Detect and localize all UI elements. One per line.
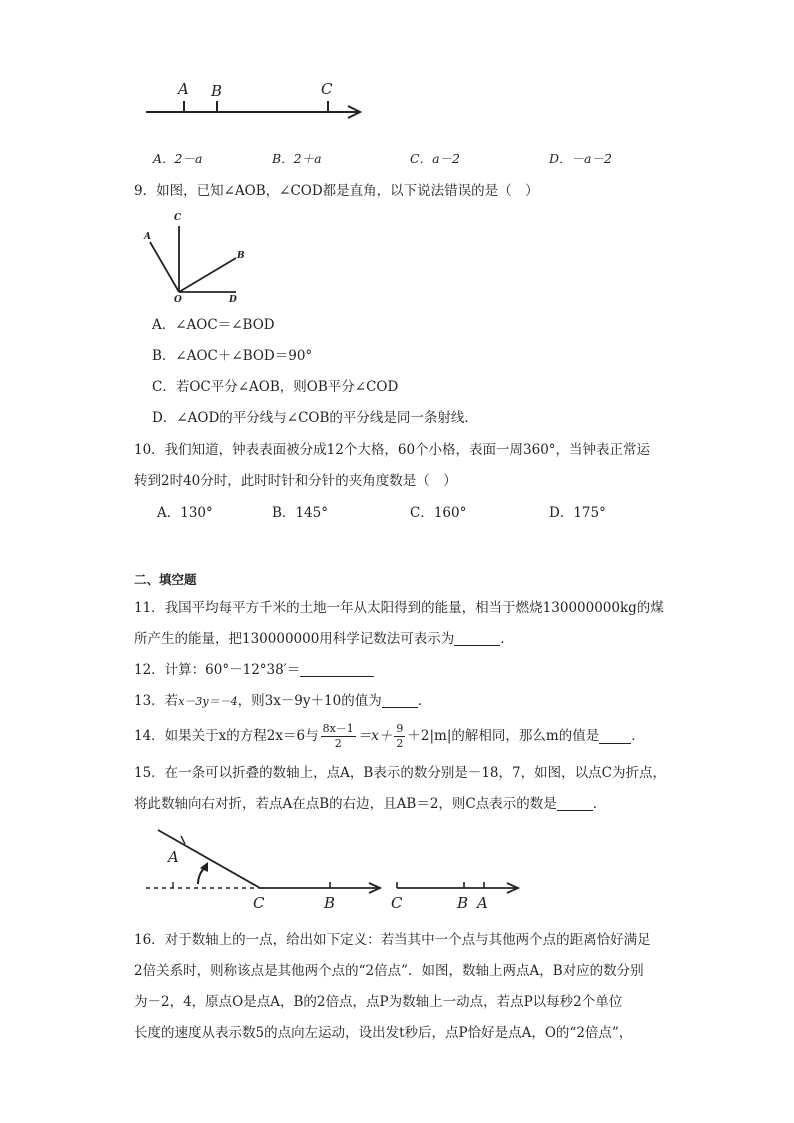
q8-option-d: D．－a－2 bbox=[549, 151, 612, 166]
q11-end: ． bbox=[500, 631, 514, 647]
vertex-label-o: O bbox=[174, 295, 182, 304]
q15-line-1: 15．在一条可以折叠的数轴上，点A，B表示的数分别是－18，7，如图，以点C为折点， bbox=[134, 765, 666, 781]
q14-numerator-2: 9 bbox=[396, 721, 404, 735]
q14-mid-1: ＝x＋ bbox=[357, 728, 393, 744]
q14-denominator-2: 2 bbox=[396, 736, 404, 750]
q14-fraction-2 bbox=[394, 722, 405, 751]
q9-option-d: D．∠AOD的平分线与∠COB的平分线是同一条射线． bbox=[152, 410, 478, 426]
q16-line-4: 长度的速度从表示数5的点向左运动，设出发t秒后，点P恰好是点A，O的“2倍点”， bbox=[134, 1025, 633, 1041]
fold-left-label-b: B bbox=[324, 894, 336, 912]
q13-pre: 13．若 bbox=[134, 693, 179, 709]
fold-left-label-a: A bbox=[168, 848, 179, 866]
q11-line-1: 11．我国平均每平方千米的土地一年从太阳得到的能量，相当于燃烧130000000kg的煤 bbox=[134, 600, 664, 616]
q9-stem: 9．如图，已知∠AOB，∠COD都是直角，以下说法错误的是（ ） bbox=[134, 183, 539, 199]
q10-option-d: D．175° bbox=[549, 505, 606, 521]
q15-end: ． bbox=[592, 796, 607, 812]
q8-option-a: A．2－a bbox=[153, 151, 203, 166]
q13-mid: ，则3x－9y＋10的值为 bbox=[237, 693, 382, 709]
q13-answer-blank[interactable] bbox=[382, 693, 418, 708]
q10-line-1: 10．我们知道，钟表表面被分成12个大格，60个小格，表面一周360°，当钟表正常运 bbox=[134, 442, 651, 458]
q14-end: ． bbox=[631, 728, 645, 744]
q9-option-b: B．∠AOC＋∠BOD＝90° bbox=[152, 348, 313, 364]
q8-number-line-figure bbox=[140, 74, 370, 124]
q16-line-1: 16．对于数轴上的一点，给出如下定义：若当其中一个点与其他两个点的距离恰好满足 bbox=[134, 932, 651, 948]
q11-text: 所产生的能量，把130000000用科学记数法可表示为 bbox=[134, 631, 455, 647]
section-heading-fill-in: 二、填空题 bbox=[134, 572, 197, 587]
vertex-label-c: C bbox=[174, 213, 182, 223]
q14-pre: 14．如果关于x的方程2x＝6与 bbox=[134, 728, 319, 744]
q10-option-a: A．130° bbox=[157, 505, 213, 521]
q13-condition: x－3y＝－4 bbox=[178, 695, 238, 708]
q11-answer-blank[interactable] bbox=[454, 631, 500, 646]
point-label-a: A bbox=[178, 80, 189, 98]
q14-numerator: 8x－1 bbox=[322, 721, 354, 735]
q15-line-2 bbox=[134, 794, 606, 814]
fold-right-label-a: A bbox=[477, 894, 488, 912]
q15-text: 将此数轴向右对折，若点A在点B的右边，且AB＝2，则C点表示的数是 bbox=[134, 796, 557, 812]
vertex-label-b: B bbox=[237, 251, 245, 261]
fold-right-label-b: B bbox=[457, 894, 469, 912]
q9-option-c: C．若OC平分∠AOB，则OB平分∠COD bbox=[152, 379, 399, 395]
q14-line bbox=[134, 718, 645, 754]
q14-fraction bbox=[321, 722, 356, 751]
q14-mid-2: ＋2|m|的解相同，那么m的值是 bbox=[407, 728, 600, 744]
q13-end: ． bbox=[417, 693, 432, 709]
q9-angle-figure bbox=[140, 208, 250, 304]
q14-answer-blank[interactable] bbox=[599, 729, 631, 744]
point-label-b: B bbox=[211, 82, 223, 100]
fold-left-label-c: C bbox=[253, 894, 265, 912]
vertex-label-a: A bbox=[144, 232, 151, 242]
q8-option-b: B．2＋a bbox=[272, 151, 322, 166]
q13-line bbox=[134, 691, 431, 712]
q10-line-2: 转到2时40分时，此时时针和分针的夹角度数是（ ） bbox=[134, 473, 457, 489]
q16-line-2: 2倍关系时，则称该点是其他两个点的“2倍点”．如图，数轴上两点A，B对应的数分别 bbox=[134, 963, 644, 979]
q14-denominator: 2 bbox=[334, 736, 342, 750]
q10-option-c: C．160° bbox=[410, 505, 467, 521]
q16-line-3: 为－2，4，原点O是点A，B的2倍点，点P为数轴上一动点，若点P以每秒2个单位 bbox=[134, 994, 623, 1010]
q15-answer-blank[interactable] bbox=[557, 796, 593, 811]
q12-answer-blank[interactable] bbox=[300, 662, 374, 677]
q11-line-2 bbox=[134, 629, 514, 649]
q12-text: 12．计算：60°－12°38′＝ bbox=[134, 662, 301, 678]
q10-option-b: B．145° bbox=[272, 505, 328, 521]
fold-right-label-c: C bbox=[391, 894, 403, 912]
q9-option-a: A．∠AOC＝∠BOD bbox=[152, 317, 275, 333]
vertex-label-d: D bbox=[229, 295, 237, 304]
q12-line bbox=[134, 660, 374, 680]
point-label-c: C bbox=[321, 80, 333, 98]
q15-fold-figure bbox=[140, 824, 530, 916]
q8-option-c: C．a－2 bbox=[410, 151, 460, 166]
